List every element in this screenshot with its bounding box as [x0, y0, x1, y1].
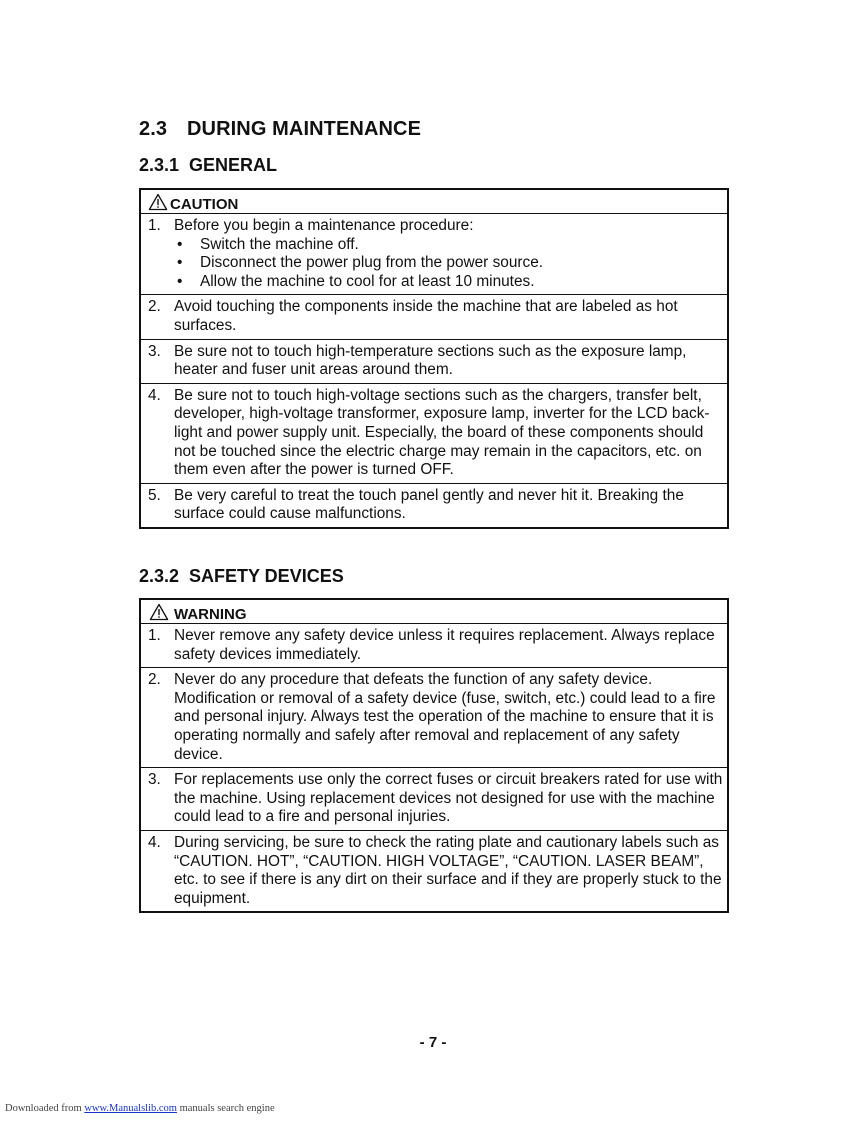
list-item: [141, 667, 727, 767]
list-item: [141, 214, 727, 294]
list-item: [141, 294, 727, 338]
footer-prefix: Downloaded from: [5, 1103, 85, 1114]
item-text: Be sure not to touch high-voltage sections such as the chargers, transfer belt, developer, high-voltage transformer, exposure lamp, inverter for the LCD back-light and power supply unit. Especially, the board of these components should not be touched since the electric charge may remain in the capacitors, etc. on them even after the power is turned OFF.: [174, 386, 710, 479]
footer-suffix: manuals search engine: [176, 1103, 275, 1114]
item-body: [174, 671, 723, 764]
list-item: [141, 383, 727, 483]
item-body: [174, 834, 723, 908]
item-number: 5.: [148, 486, 161, 504]
list-item: [141, 830, 727, 911]
list-item: [141, 624, 727, 667]
warning-box: [139, 598, 729, 913]
item-text: Never do any procedure that defeats the function of any safety device. Modification or removal of a safety device (fuse, switch, etc.) could lead to a fire and personal injury. Always test the operation of the machine to ensure that it is operating normally and safely after removal and replacement of any safety device.: [174, 671, 716, 763]
bullet-item: • Allow the machine to cool for at least 10 minutes.: [174, 273, 723, 292]
list-item: [141, 767, 727, 830]
list-item: [141, 339, 727, 383]
item-number: 3.: [148, 342, 161, 360]
item-text: Before you begin a maintenance procedure:: [174, 217, 474, 234]
item-number: 2.: [148, 298, 161, 316]
item-body: [174, 343, 723, 380]
subsection-title: SAFETY DEVICES: [189, 566, 344, 586]
item-number: 1.: [148, 627, 161, 644]
item-number: 1.: [148, 217, 161, 234]
warning-triangle-icon: [148, 193, 168, 211]
subsection-number: 2.3.2: [139, 566, 180, 586]
list-item: [141, 483, 727, 527]
item-number: 4.: [148, 386, 161, 404]
bullet-item: • Switch the machine off.: [174, 236, 723, 255]
subsection-title: GENERAL: [189, 155, 278, 175]
item-body: [174, 771, 723, 827]
download-footer: [5, 1103, 275, 1114]
item-text: Never remove any safety device unless it requires replacement. Always replace safety devices immediately.: [174, 627, 715, 663]
caution-box-header: [141, 190, 727, 214]
manualslib-link[interactable]: www.Manualslib.com: [84, 1103, 177, 1114]
caution-list: [141, 214, 727, 527]
item-number: 2.: [148, 671, 161, 689]
item-text: During servicing, be sure to check the rating plate and cautionary labels such as “CAUTION. HOT”, “CAUTION. HIGH VOLTAGE”, “CAUTION. LASER BEAM”, etc. to see if there is any dirt on their surface and if they are properly stuck to the equipment.: [174, 833, 722, 907]
item-body: [174, 627, 723, 664]
subsection-number: 2.3.1: [139, 155, 180, 175]
section-title: DURING MAINTENANCE: [187, 118, 422, 140]
item-body: [174, 387, 723, 480]
warning-box-header: [141, 600, 727, 624]
bullet-item: • Disconnect the power plug from the power source.: [174, 254, 723, 273]
item-number: 3.: [148, 771, 161, 789]
warning-list: [141, 624, 727, 911]
subsection-heading-safety-devices: [139, 566, 344, 587]
item-text: Be sure not to touch high-temperature sections such as the exposure lamp, heater and fuser unit areas around them.: [174, 342, 687, 379]
subsection-heading-general: [139, 155, 277, 176]
section-number: 2.3: [139, 118, 168, 140]
item-body: [174, 487, 723, 524]
item-text: Be very careful to treat the touch panel gently and never hit it. Breaking the surface could cause malfunctions.: [174, 486, 684, 523]
section-heading: [139, 118, 421, 141]
item-number: 4.: [148, 833, 161, 851]
caution-box: [139, 188, 729, 529]
item-text: For replacements use only the correct fuses or circuit breakers rated for use with the machine. Using replacement devices not designed for use with the machine could lead to a fire and personal injuries.: [174, 771, 723, 826]
item-body: [174, 298, 723, 335]
caution-label: CAUTION: [170, 196, 239, 213]
page-number: - 7 -: [419, 1034, 447, 1051]
item-text: Avoid touching the components inside the machine that are labeled as hot surfaces.: [174, 298, 678, 334]
warning-triangle-icon: [148, 603, 170, 621]
item-body: [174, 217, 723, 291]
warning-label: WARNING: [174, 606, 247, 623]
bullet-list: [174, 236, 723, 292]
